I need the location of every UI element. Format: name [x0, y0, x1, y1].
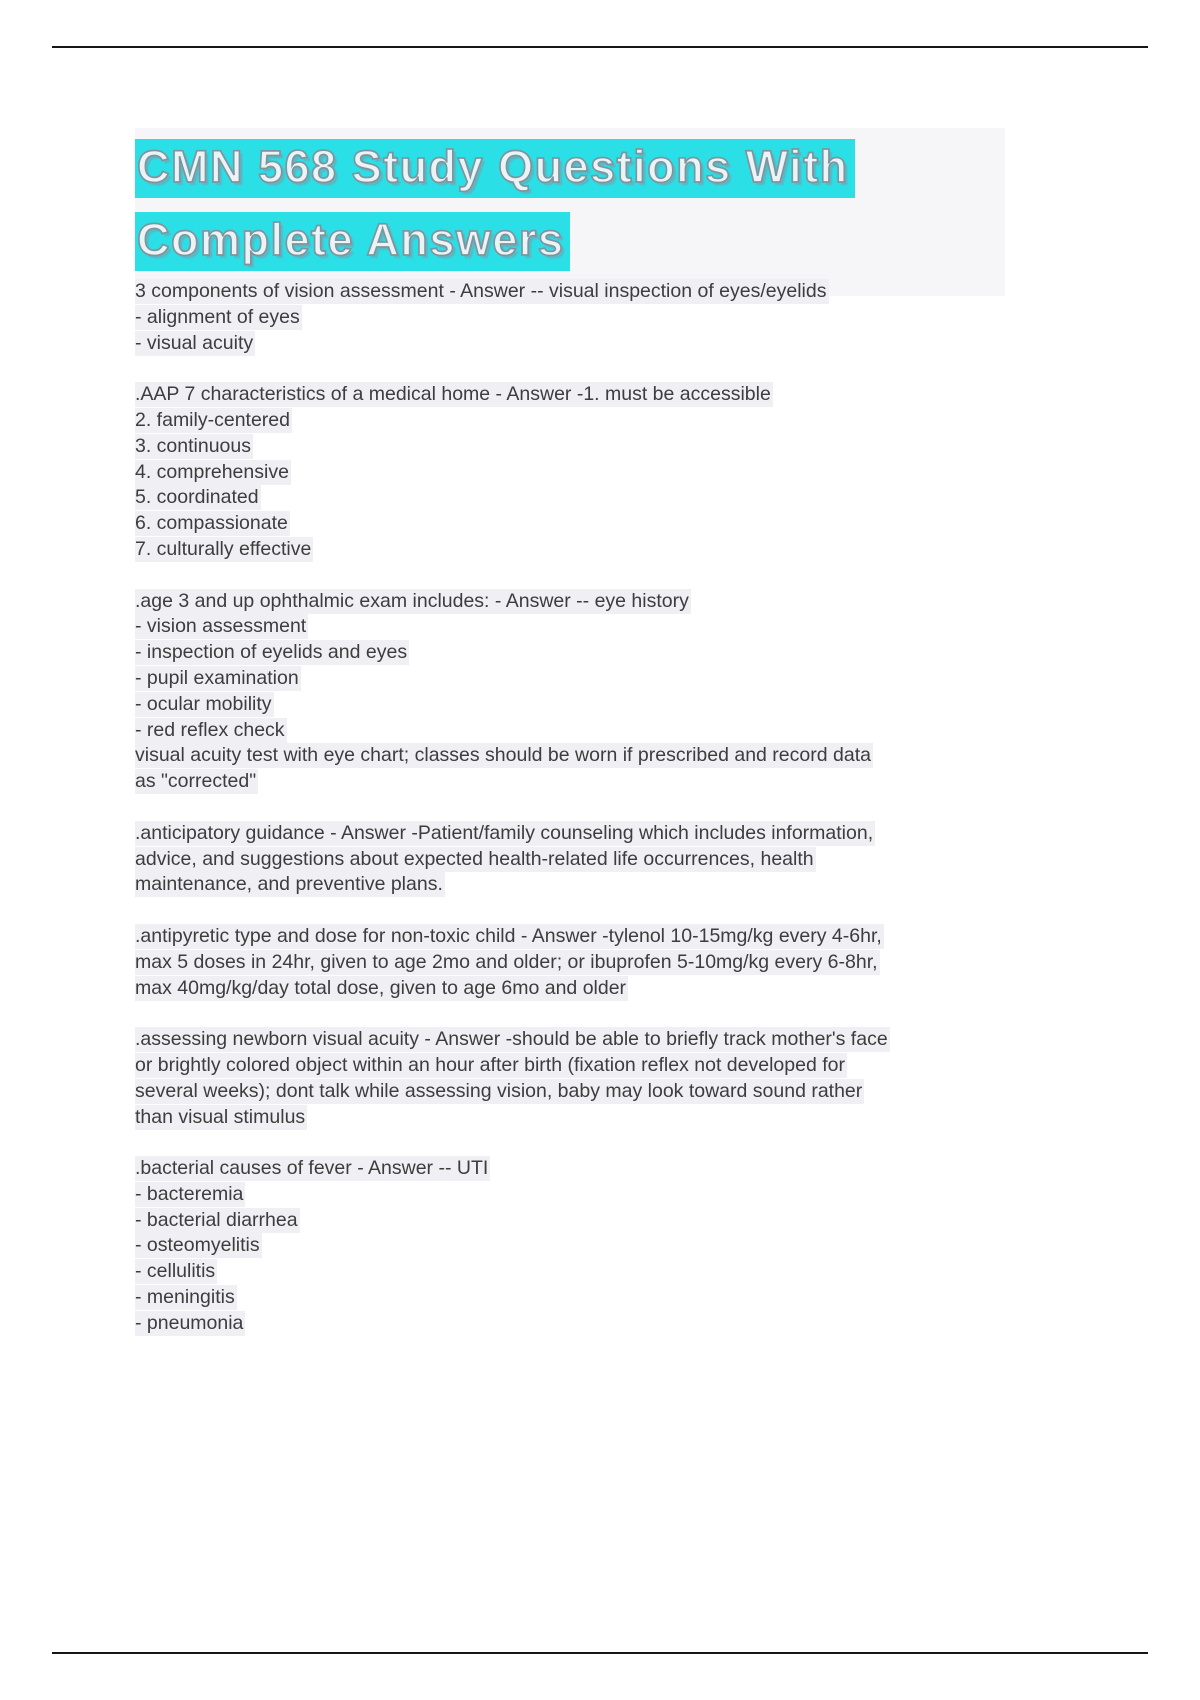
text-line: .age 3 and up ophthalmic exam includes: - Answer -- eye history: [135, 589, 689, 612]
text-line: .bacterial causes of fever - Answer -- UTI: [135, 1157, 489, 1180]
title-line-1-wrap: [135, 136, 1005, 209]
paragraph: [135, 382, 980, 563]
paragraph: [135, 1027, 980, 1130]
paragraph: [135, 821, 980, 898]
text-line: than visual stimulus: [135, 1105, 306, 1128]
text-line: visual acuity test with eye chart; classes should be worn if prescribed and record data: [135, 744, 871, 767]
text-line: 3. continuous: [135, 434, 252, 457]
page-title-line-1: CMN 568 Study Questions With: [135, 139, 855, 198]
top-divider: [52, 46, 1148, 48]
text-line: several weeks); dont talk while assessing vision, baby may look toward sound rather: [135, 1079, 863, 1102]
text-line: - ocular mobility: [135, 692, 272, 715]
text-line: - alignment of eyes: [135, 305, 300, 328]
paragraph: [135, 924, 980, 1001]
paragraph: [135, 279, 980, 356]
bottom-divider: [52, 1652, 1148, 1654]
text-line: - vision assessment: [135, 615, 307, 638]
text-line: .anticipatory guidance - Answer -Patient/family counseling which includes information,: [135, 821, 874, 844]
text-line: - meningitis: [135, 1286, 235, 1309]
text-line: - visual acuity: [135, 331, 254, 354]
document-content: [135, 279, 980, 1337]
text-line: maintenance, and preventive plans.: [135, 873, 443, 896]
text-line: 5. coordinated: [135, 486, 259, 509]
title-line-2-wrap: [135, 209, 1005, 282]
page-title-line-2: Complete Answers: [135, 212, 570, 271]
text-line: - inspection of eyelids and eyes: [135, 641, 408, 664]
text-line: advice, and suggestions about expected health-related life occurrences, health: [135, 847, 814, 870]
text-line: 4. comprehensive: [135, 460, 289, 483]
paragraph: [135, 589, 980, 795]
text-line: 2. family-centered: [135, 408, 290, 431]
text-line: 3 components of vision assessment - Answer -- visual inspection of eyes/eyelids: [135, 280, 827, 302]
text-line: max 5 doses in 24hr, given to age 2mo and older; or ibuprofen 5-10mg/kg every 6-8hr,: [135, 950, 878, 973]
text-line: - bacterial diarrhea: [135, 1208, 298, 1231]
text-line: 7. culturally effective: [135, 537, 312, 560]
text-line: - red reflex check: [135, 718, 285, 741]
text-line: - bacteremia: [135, 1182, 244, 1205]
text-line: 6. compassionate: [135, 512, 288, 535]
text-line: as "corrected": [135, 770, 257, 793]
text-line: .antipyretic type and dose for non-toxic child - Answer -tylenol 10-15mg/kg every 4-6hr,: [135, 924, 882, 947]
text-line: or brightly colored object within an hour after birth (fixation reflex not developed for: [135, 1053, 845, 1076]
paragraph: [135, 1156, 980, 1337]
text-line: - pupil examination: [135, 666, 299, 689]
text-line: .AAP 7 characteristics of a medical home - Answer -1. must be accessible: [135, 383, 771, 406]
text-line: - osteomyelitis: [135, 1234, 260, 1257]
text-line: - cellulitis: [135, 1260, 216, 1283]
text-line: max 40mg/kg/day total dose, given to age 6mo and older: [135, 976, 627, 999]
text-line: .assessing newborn visual acuity - Answer -should be able to briefly track mother's face: [135, 1028, 888, 1051]
text-line: - pneumonia: [135, 1311, 244, 1334]
title-block: [135, 128, 1005, 296]
